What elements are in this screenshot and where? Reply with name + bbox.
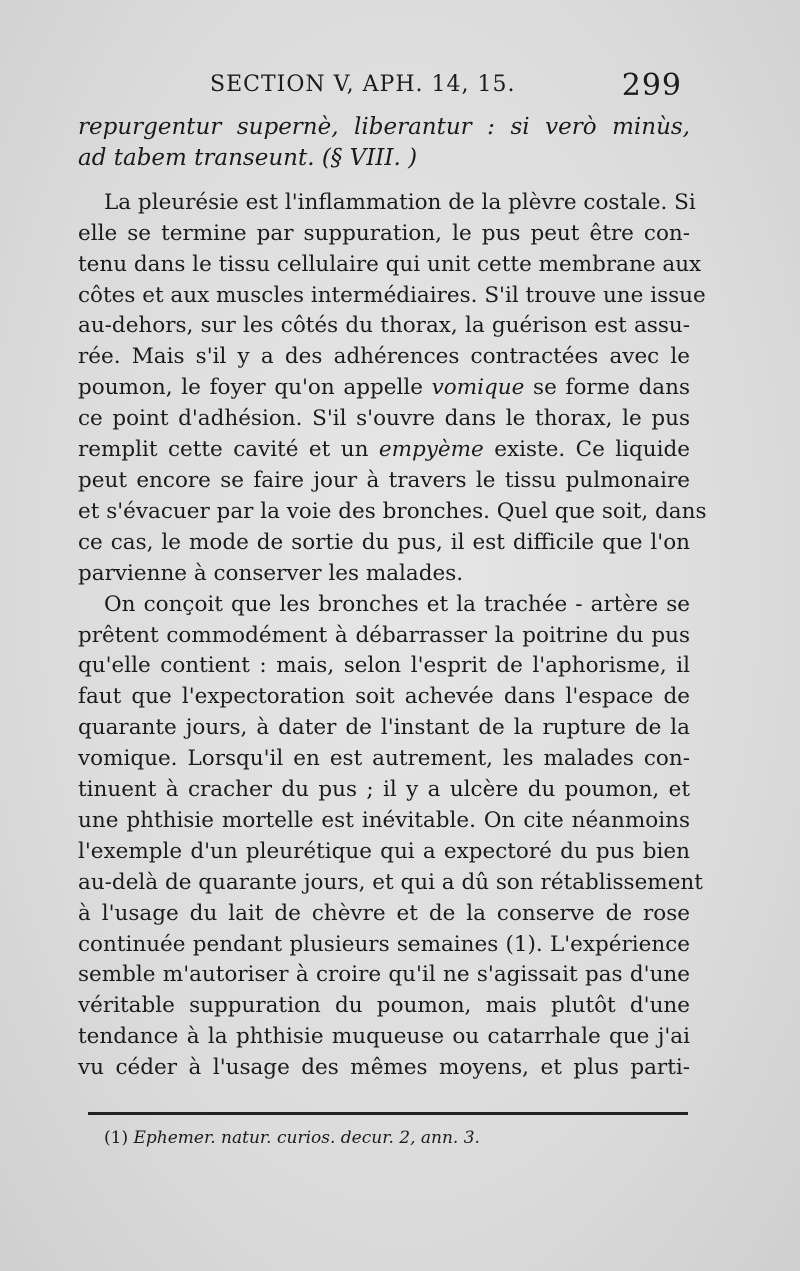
text-line: qu'elle contient : mais, selon l'esprit de l'aphorisme, il <box>78 653 690 679</box>
text-line: semble m'autoriser à croire qu'il ne s'agissait pas d'une <box>78 962 690 988</box>
text-line: peut encore se faire jour à travers le tissu pulmonaire <box>78 467 690 493</box>
text-line: tenu dans le tissu cellulaire qui unit cette membrane aux <box>78 251 702 277</box>
text-line: tinuent à cracher du pus ; il y a ulcère du poumon, et <box>78 777 690 803</box>
text-line: On conçoit que les bronches et la trachée - artère se <box>104 591 690 617</box>
text-line: au-delà de quarante jours, et qui a dû son rétablissement <box>78 869 703 895</box>
text-line: quarante jours, à dater de l'instant de la rupture de la <box>78 715 690 741</box>
footnote-marker: (1) <box>104 1128 129 1148</box>
text-line: rée. Mais s'il y a des adhérences contractées avec le <box>78 344 690 370</box>
text-line: elle se termine par suppuration, le pus peut être con- <box>78 220 690 246</box>
text-line: une phthisie mortelle est inévitable. On cite néanmoins <box>78 807 690 833</box>
footnote <box>104 1128 480 1148</box>
text-line: côtes et aux muscles intermédiaires. S'il trouve une issue <box>78 282 706 308</box>
text-line: faut que l'expectoration soit achevée dans l'espace de <box>78 684 690 710</box>
text-line: prêtent commodément à débarrasser la poitrine du pus <box>78 622 690 648</box>
footnote-text: Ephemer. natur. curios. decur. 2, ann. 3. <box>133 1128 480 1148</box>
text-line: tendance à la phthisie muqueuse ou catarrhale que j'ai <box>78 1024 690 1050</box>
text-line: et s'évacuer par la voie des bronches. Quel que soit, dans <box>78 498 707 524</box>
text-segment: existe. Ce liquide <box>494 437 691 463</box>
text-line: véritable suppuration du poumon, mais plutôt d'une <box>78 993 690 1019</box>
text-line: repurgentur supernè, liberantur : si verò minùs, <box>78 114 690 140</box>
text-line <box>78 373 690 404</box>
term-empyeme: empyème <box>378 437 484 463</box>
running-head: SECTION V, APH. 14, 15. <box>210 72 516 97</box>
body-text <box>78 112 707 1084</box>
text-line: ad tabem transeunt. (§ VIII. ) <box>78 144 418 171</box>
text-line: vomique. Lorsqu'il en est autrement, les malades con- <box>78 746 690 772</box>
text-segment: se forme dans <box>533 375 690 401</box>
text-line: vu céder à l'usage des mêmes moyens, et plus parti- <box>78 1055 690 1081</box>
text-line: ce cas, le mode de sortie du pus, il est difficile que l'on <box>78 529 690 555</box>
page-number: 299 <box>621 68 682 103</box>
page-header <box>210 68 682 104</box>
text-line: au-dehors, sur les côtés du thorax, la guérison est assu- <box>78 313 690 339</box>
footnote-divider <box>88 1112 688 1115</box>
text-line: à l'usage du lait de chèvre et de la conserve de rose <box>78 900 690 926</box>
text-line: continuée pendant plusieurs semaines (1). L'expérience <box>78 931 690 957</box>
text-line: ce point d'adhésion. S'il s'ouvre dans le thorax, le pus <box>78 406 690 432</box>
term-vomique: vomique <box>431 375 525 401</box>
text-segment: remplit cette cavité et un <box>78 437 369 463</box>
text-segment: poumon, le foyer qu'on appelle <box>78 375 423 401</box>
text-line: La pleurésie est l'inflammation de la plèvre costale. Si <box>104 189 696 215</box>
text-line: parvienne à conserver les malades. <box>78 560 464 586</box>
text-line <box>78 435 690 466</box>
text-line: l'exemple d'un pleurétique qui a expectoré du pus bien <box>78 838 690 864</box>
